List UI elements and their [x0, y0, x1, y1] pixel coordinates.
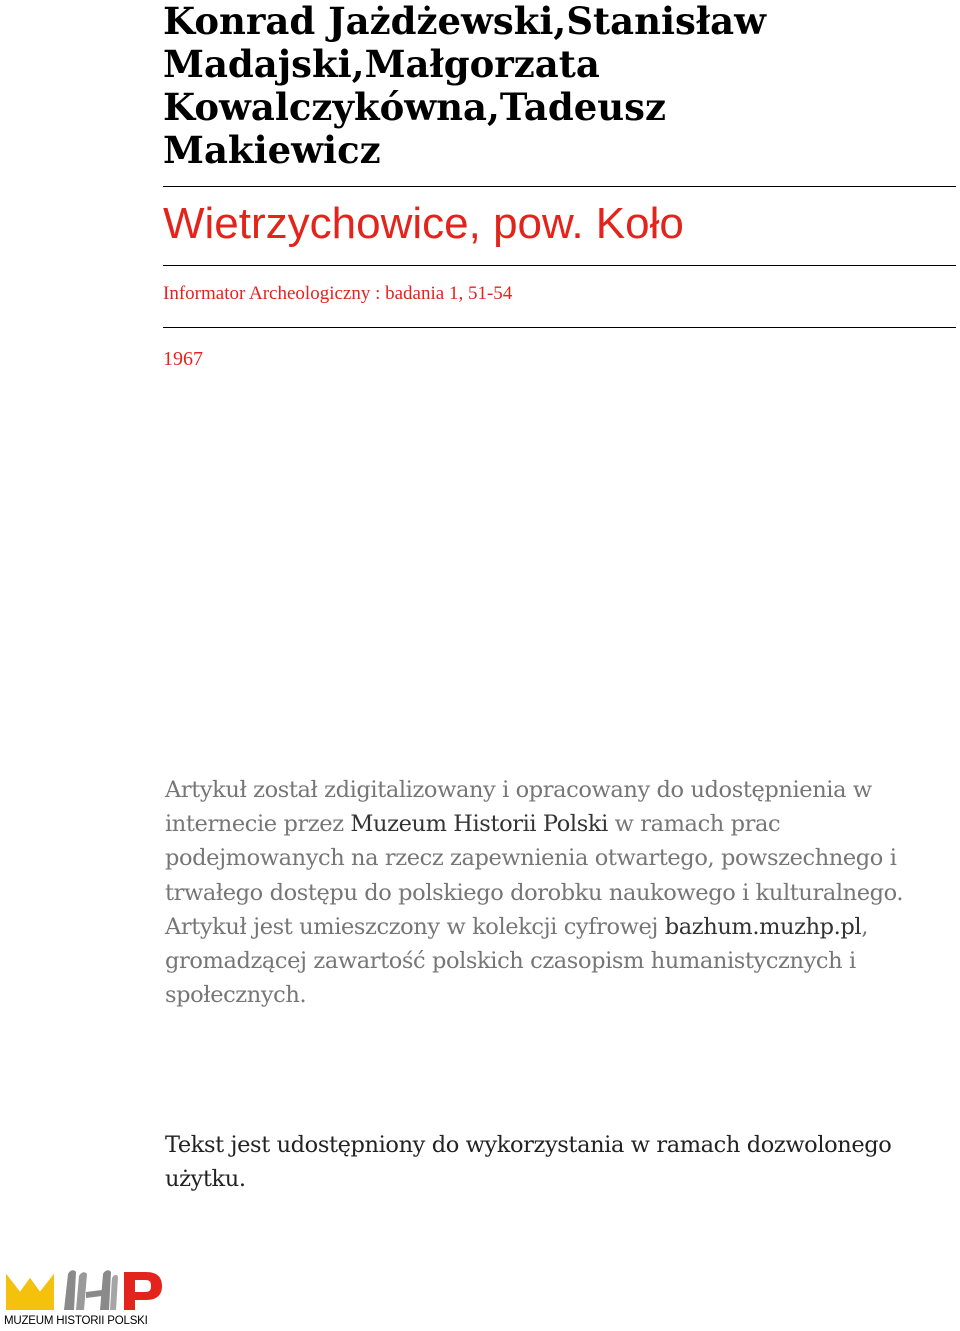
license-notice: Tekst jest udostępniony do wykorzystania w ramach dozwolonego użytku. — [165, 1132, 892, 1193]
logo-caption: MUZEUM HISTORII POLSKI — [4, 1315, 148, 1327]
divider-middle — [163, 265, 956, 266]
museum-logo-icon — [4, 1266, 166, 1316]
museum-name: Muzeum Historii Polski — [350, 811, 608, 838]
divider-bottom — [163, 327, 956, 328]
collection-link[interactable]: bazhum.muzhp.pl — [664, 913, 862, 940]
divider-top — [163, 186, 956, 187]
authors-block — [163, 0, 923, 172]
author-line: Konrad Jażdżewski,Stanisław — [163, 0, 766, 43]
notice-text: w ramach prac podejmowanych na rzecz zapewnienia otwartego, powszechnego i trwałego dostępu do polskiego dorobku naukowego i kulturalnego. Artykuł jest umieszczony w kolekcji cyfrowej — [165, 811, 904, 940]
author-line: Kowalczykówna,Tadeusz — [163, 85, 666, 129]
source-citation: Informator Archeologiczny : badania 1, 51-54 — [163, 283, 513, 304]
publication-year: 1967 — [163, 348, 203, 370]
notice-text: Artykuł został zdigitalizowany i opracowany do udostępnienia w internecie przez — [165, 777, 872, 838]
notice-text: , gromadzącej zawartość polskich czasopism humanistycznych i społecznych. — [165, 913, 868, 1009]
article-title: Wietrzychowice, pow. Koło — [163, 199, 684, 248]
museum-logo — [4, 1266, 166, 1328]
digitization-notice — [165, 773, 945, 1012]
author-line: Madajski,Małgorzata — [163, 42, 600, 86]
author-line: Makiewicz — [163, 128, 381, 172]
